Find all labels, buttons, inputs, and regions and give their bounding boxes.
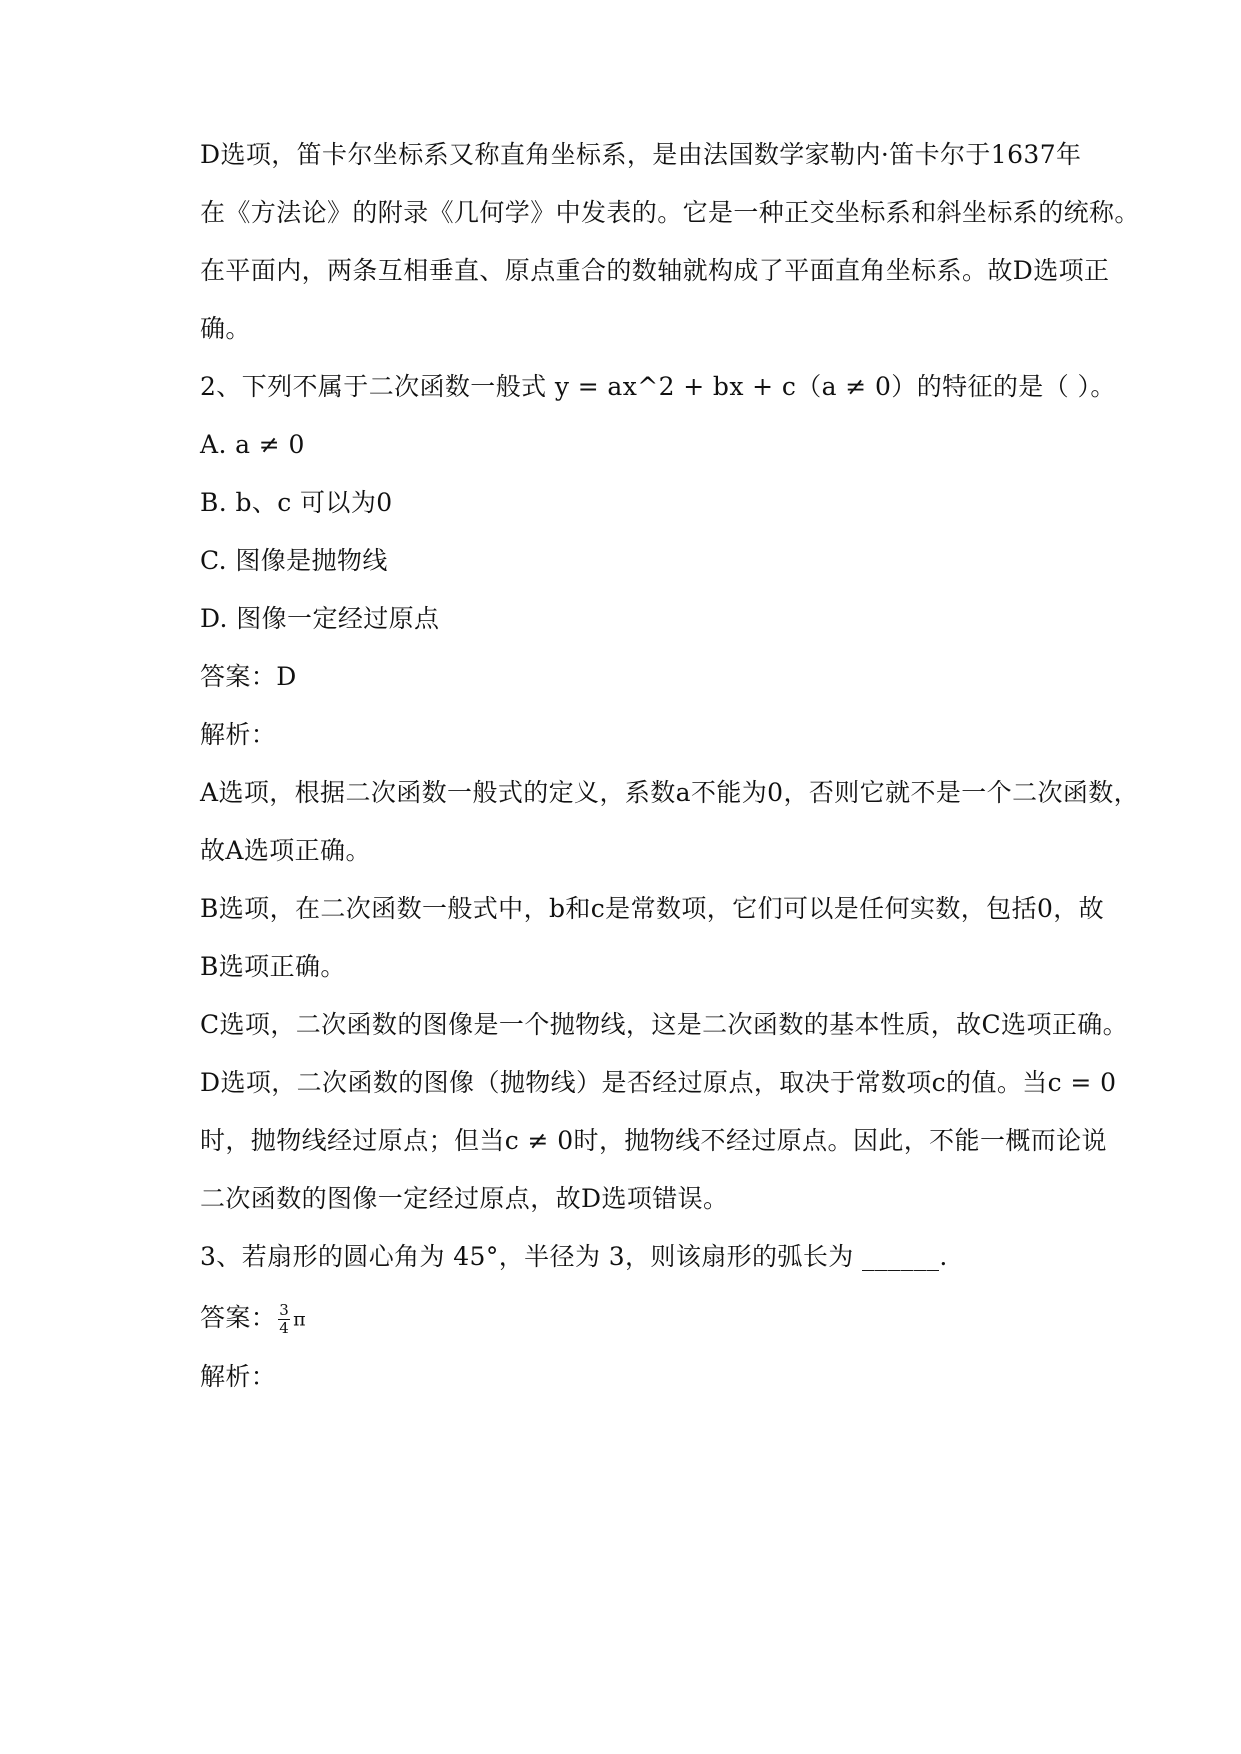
pi-symbol: π [293, 1308, 307, 1331]
fraction-denominator: 4 [279, 1319, 290, 1337]
paragraph-line: D选项，笛卡尔坐标系又称直角坐标系，是由法国数学家勒内·笛卡尔于1637年 [200, 140, 1082, 169]
answer-prefix: 答案： [200, 1303, 277, 1332]
analysis-line: B选项，在二次函数一般式中，b和c是常数项，它们可以是任何实数，包括0，故 [200, 894, 1105, 923]
question-3: 3、若扇形的圆心角为 45°，半径为 3，则该扇形的弧长为 ______. [200, 1242, 948, 1271]
paragraph-line: 确。 [200, 314, 251, 343]
analysis-line: 二次函数的图像一定经过原点，故D选项错误。 [200, 1184, 729, 1213]
analysis-line: 故A选项正确。 [200, 836, 371, 865]
question-2: 2、下列不属于二次函数一般式 y = ax^2 + bx + c（a ≠ 0）的特征的是（ ）。 [200, 372, 1116, 401]
paragraph-line: 在《方法论》的附录《几何学》中发表的。它是一种正交坐标系和斜坐标系的统称。 [200, 198, 1140, 227]
analysis-line: B选项正确。 [200, 952, 346, 981]
analysis-line: D选项，二次函数的图像（抛物线）是否经过原点，取决于常数项c的值。当c = 0 [200, 1068, 1117, 1097]
analysis-line: C选项，二次函数的图像是一个抛物线，这是二次函数的基本性质，故C选项正确。 [200, 1010, 1129, 1039]
option-a: A. a ≠ 0 [200, 430, 305, 459]
option-c: C. 图像是抛物线 [200, 546, 388, 575]
paragraph-line: 在平面内，两条互相垂直、原点重合的数轴就构成了平面直角坐标系。故D选项正 [200, 256, 1110, 285]
analysis-label: 解析： [200, 720, 277, 749]
answer-label: 答案：D [200, 662, 297, 691]
option-d: D. 图像一定经过原点 [200, 604, 440, 633]
fraction-numerator: 3 [279, 1301, 290, 1319]
answer-3 [200, 1298, 1080, 1338]
option-b: B. b、c 可以为0 [200, 488, 393, 517]
fraction [278, 1302, 290, 1337]
analysis-line: A选项，根据二次函数一般式的定义，系数a不能为0，否则它就不是一个二次函数， [200, 778, 1140, 807]
analysis-line: 时，抛物线经过原点；但当c ≠ 0时，抛物线不经过原点。因此，不能一概而论说 [200, 1126, 1107, 1155]
analysis-label-2: 解析： [200, 1362, 277, 1391]
